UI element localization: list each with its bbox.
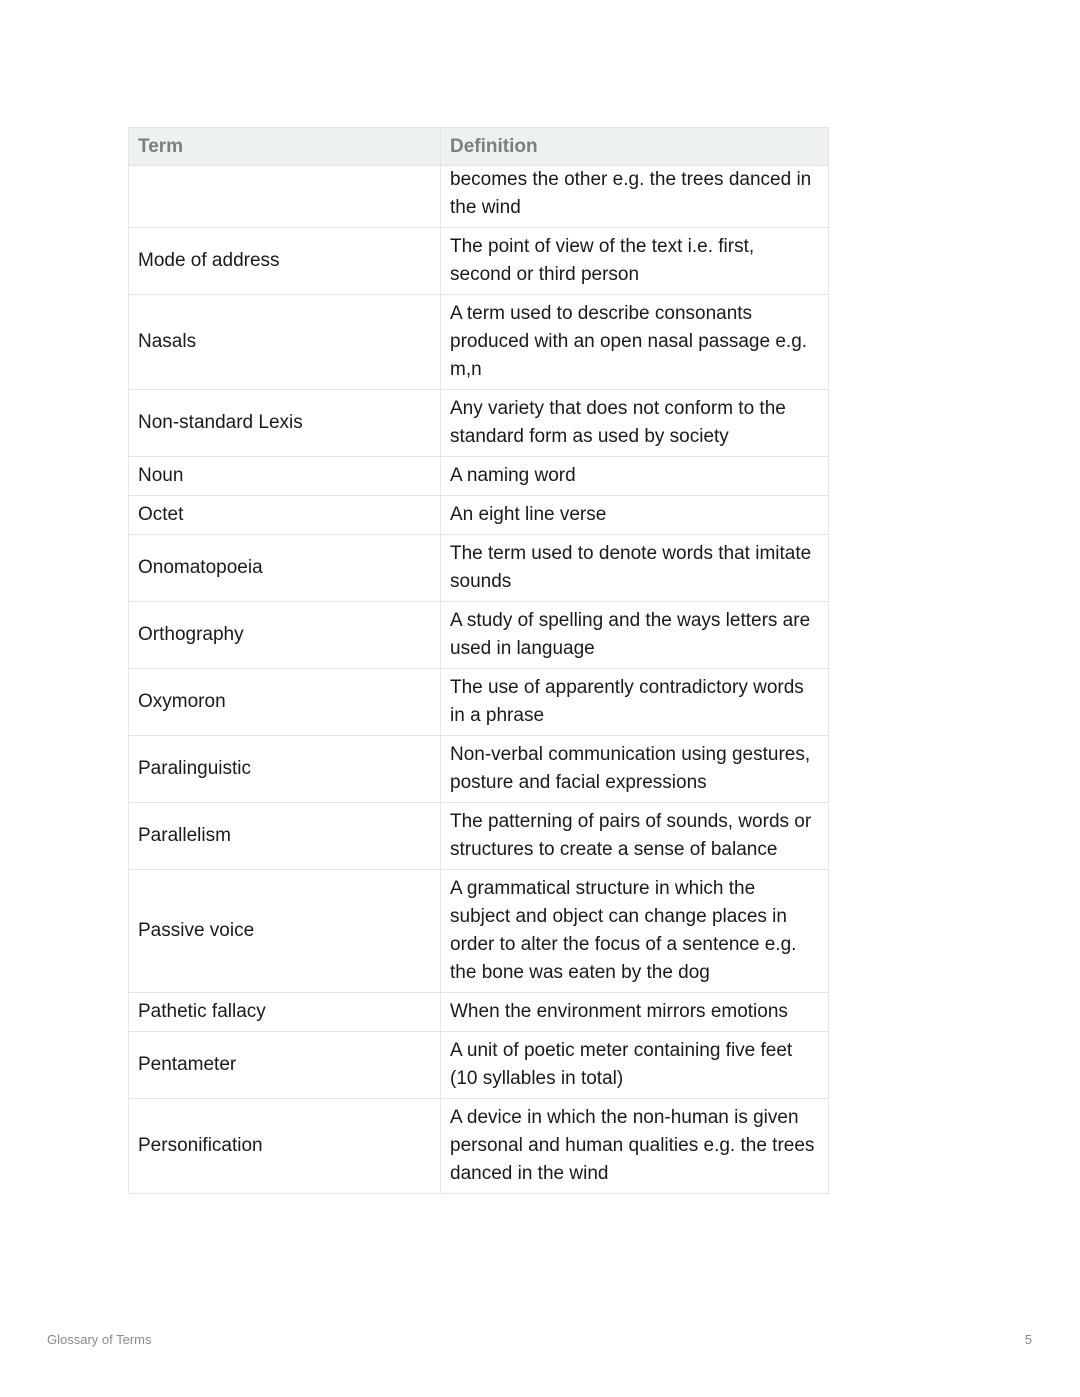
definition-cell: A term used to describe consonants produced with an open nasal passage e.g. m,n xyxy=(441,295,829,390)
table-row xyxy=(129,535,829,602)
table-row xyxy=(129,1099,829,1194)
table-row xyxy=(129,870,829,993)
footer-title: Glossary of Terms xyxy=(47,1332,152,1347)
term-cell: Orthography xyxy=(129,602,441,669)
table-row xyxy=(129,736,829,803)
definition-cell: The patterning of pairs of sounds, words or structures to create a sense of balance xyxy=(441,803,829,870)
term-cell: Paralinguistic xyxy=(129,736,441,803)
definition-cell: becomes the other e.g. the trees danced in the wind xyxy=(441,166,829,228)
table-row xyxy=(129,496,829,535)
definition-cell: Any variety that does not conform to the standard form as used by society xyxy=(441,390,829,457)
table-row xyxy=(129,1032,829,1099)
term-cell: Mode of address xyxy=(129,228,441,295)
term-cell: Passive voice xyxy=(129,870,441,993)
table-row xyxy=(129,803,829,870)
table-row xyxy=(129,295,829,390)
term-cell: Octet xyxy=(129,496,441,535)
definition-cell: A unit of poetic meter containing five feet (10 syllables in total) xyxy=(441,1032,829,1099)
term-cell: Oxymoron xyxy=(129,669,441,736)
definition-cell: When the environment mirrors emotions xyxy=(441,993,829,1032)
table-row xyxy=(129,166,829,228)
header-definition: Definition xyxy=(441,128,829,166)
definition-cell: The use of apparently contradictory words in a phrase xyxy=(441,669,829,736)
definition-cell: Non-verbal communication using gestures, posture and facial expressions xyxy=(441,736,829,803)
definition-cell: The term used to denote words that imitate sounds xyxy=(441,535,829,602)
term-cell: Pentameter xyxy=(129,1032,441,1099)
definition-cell: A device in which the non-human is given personal and human qualities e.g. the trees danced in the wind xyxy=(441,1099,829,1194)
table-row xyxy=(129,993,829,1032)
term-cell: Parallelism xyxy=(129,803,441,870)
table-row xyxy=(129,390,829,457)
definition-cell: A naming word xyxy=(441,457,829,496)
header-term: Term xyxy=(129,128,441,166)
page-number: 5 xyxy=(1024,1332,1032,1347)
term-cell: Noun xyxy=(129,457,441,496)
term-cell: Onomatopoeia xyxy=(129,535,441,602)
glossary-table xyxy=(128,127,829,1194)
term-cell xyxy=(129,166,441,228)
definition-cell: The point of view of the text i.e. first, second or third person xyxy=(441,228,829,295)
term-cell: Nasals xyxy=(129,295,441,390)
table-row xyxy=(129,602,829,669)
table-row xyxy=(129,669,829,736)
term-cell: Personification xyxy=(129,1099,441,1194)
table-row xyxy=(129,457,829,496)
table-header-row xyxy=(129,128,829,166)
term-cell: Pathetic fallacy xyxy=(129,993,441,1032)
definition-cell: An eight line verse xyxy=(441,496,829,535)
term-cell: Non-standard Lexis xyxy=(129,390,441,457)
definition-cell: A grammatical structure in which the subject and object can change places in order to alter the focus of a sentence e.g. the bone was eaten by the dog xyxy=(441,870,829,993)
table-row xyxy=(129,228,829,295)
definition-cell: A study of spelling and the ways letters are used in language xyxy=(441,602,829,669)
